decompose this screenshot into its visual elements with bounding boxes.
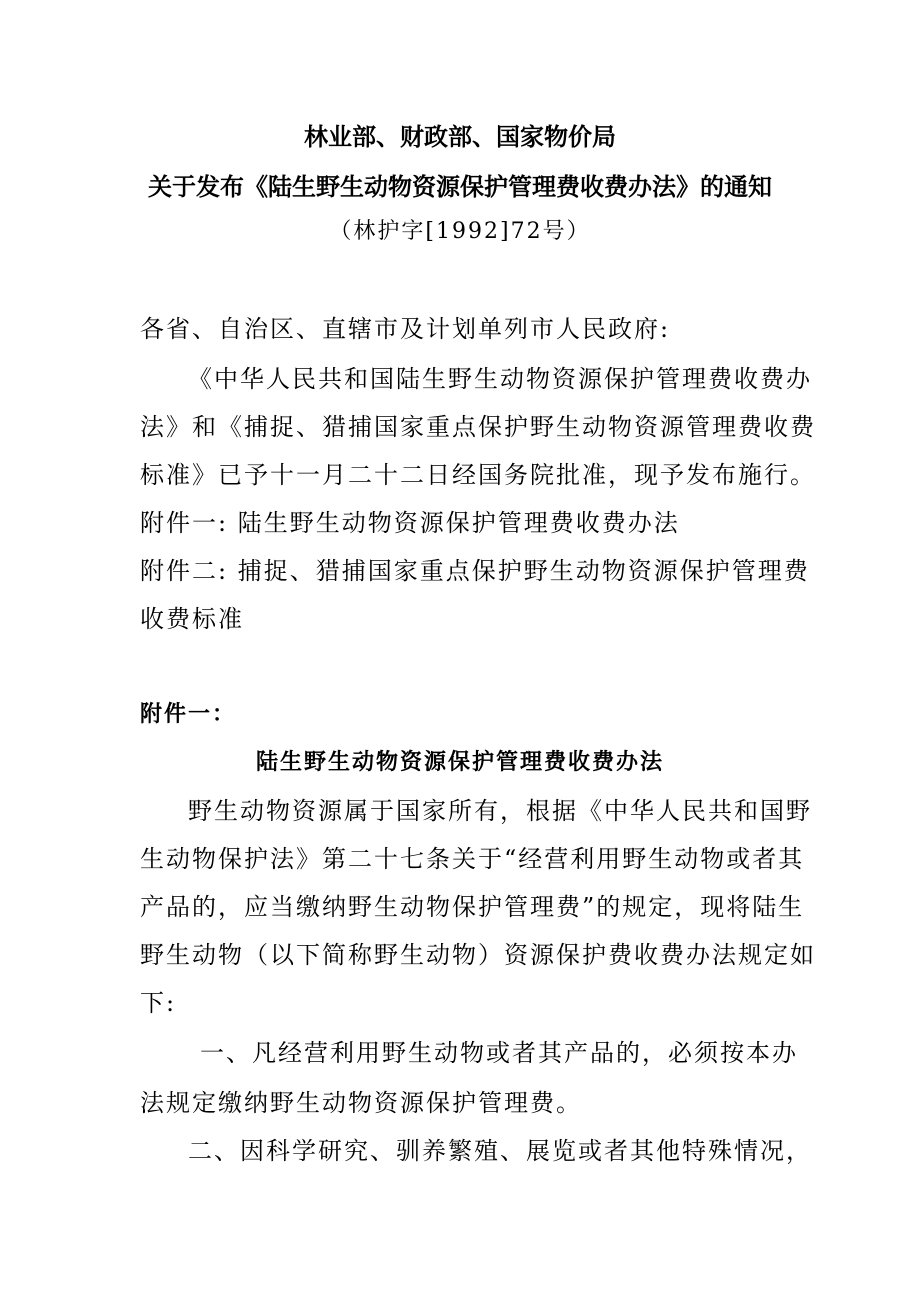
notice-body-line-3: 标准》已予十一月二十二日经国务院批准，现予发布施行。	[140, 461, 816, 489]
article2-line-1: 二、因科学研究、驯养繁殖、展览或者其他特殊情况，	[188, 1137, 812, 1165]
document-number: （林护字[1992]72号）	[329, 219, 591, 244]
intro-line-1: 野生动物资源属于国家所有，根据《中华人民共和国野	[188, 797, 812, 825]
intro-line-5: 下:	[140, 989, 177, 1017]
notice-body-line-1: 《中华人民共和国陆生野生动物资源保护管理费收费办	[188, 365, 812, 393]
attachment-list-item-2-cont: 收费标准	[140, 605, 244, 633]
notice-body-line-2: 法》和《捕捉、猎捕国家重点保护野生动物资源管理费收费	[140, 413, 816, 441]
attachment-list-item-1: 附件一: 陆生野生动物资源保护管理费收费办法	[140, 509, 680, 537]
intro-line-3: 产品的，应当缴纳野生动物保护管理费”的规定，现将陆生	[140, 893, 805, 921]
attachment-list-item-2: 附件二: 捕捉、猎捕国家重点保护野生动物资源保护管理费	[140, 557, 810, 585]
article1-line-2: 法规定缴纳野生动物资源保护管理费。	[140, 1089, 582, 1117]
attachment1-title: 陆生野生动物资源保护管理费收费办法	[255, 750, 664, 775]
addressee: 各省、自治区、直辖市及计划单列市人民政府:	[140, 315, 671, 343]
title-line-1: 林业部、财政部、国家物价局	[304, 123, 616, 151]
intro-line-2: 生动物保护法》第二十七条关于“经营利用野生动物或者其	[140, 845, 805, 873]
intro-line-4: 野生动物（以下简称野生动物）资源保护费收费办法规定如	[140, 941, 816, 969]
title-line-2: 关于发布《陆生野生动物资源保护管理费收费办法》的通知	[148, 173, 772, 201]
article1-line-1: 一、凡经营利用野生动物或者其产品的，必须按本办	[200, 1039, 798, 1067]
attachment1-heading: 附件一：	[140, 702, 237, 727]
